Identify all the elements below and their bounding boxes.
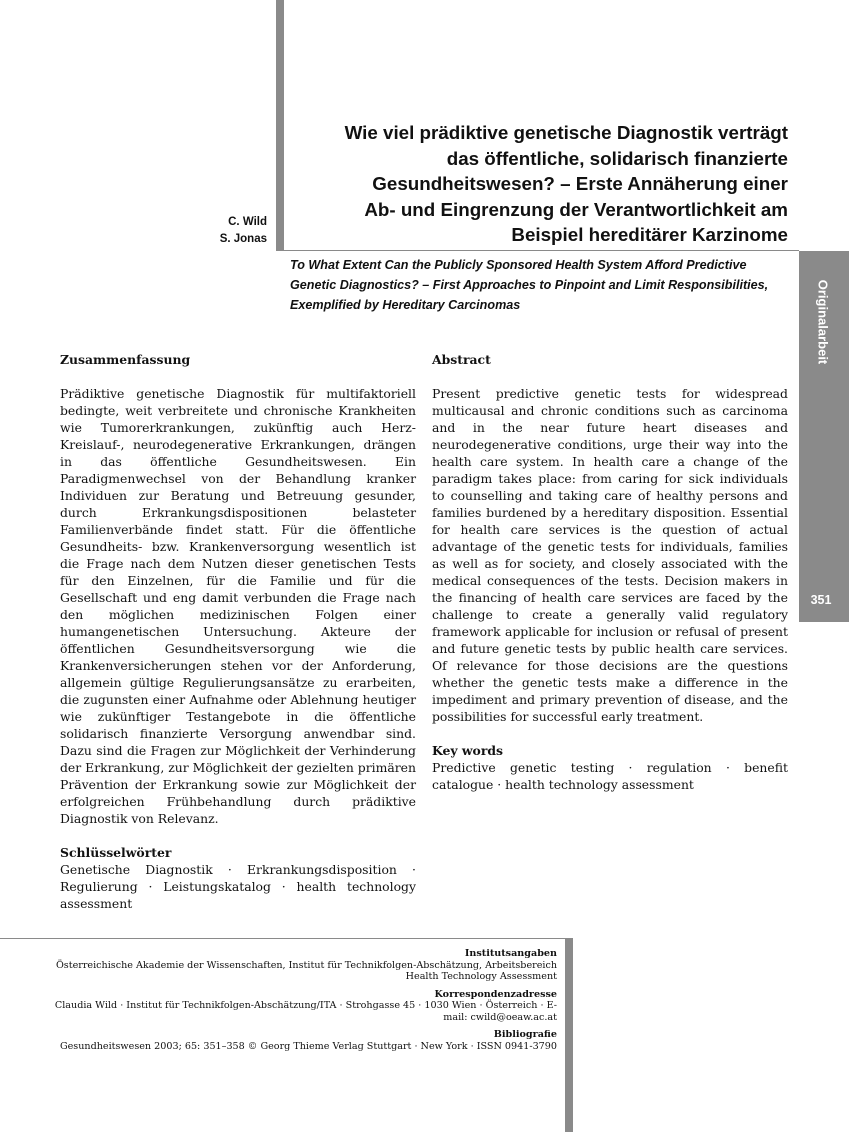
bibliography-text: Gesundheitswesen 2003; 65: 351–358 © Georg Thieme Verlag Stuttgart · New York · ISSN 0941-3790 (59, 1040, 557, 1052)
article-type-label: Originalarbeit (815, 279, 831, 365)
zusammenfassung-text: Prädiktive genetische Diagnostik für multifaktoriell bedingte, weit verbreitete und chronische Krankheiten wie Tumorerkrankungen, zukünftig auch Herz-Kreislauf-, neurodegenerative Erkrankungen, drängen in das öffentliche Gesundheitswesen. Ein Paradigmenwechsel von der Behandlung kranker Individuen zur Beratung und Betreuung gesunder, durch Erkrankungsdispositionen belasteter Familienverbände findet statt. Für die öffentliche Gesundheits- bzw. Krankenversorgung wesentlich ist die Frage nach dem Nutzen dieser genetischen Tests für den Einzelnen, für die Familie und für die Gesellschaft und eng damit verbunden die Frage nach den möglichen medizinischen Folgen einer humangenetischen Untersuchung. Akteure der öffentlichen Gesundheitsversorgung wie die Krankenversicherungen stehen vor der Anforderung, allgemein gültige Regulierungsansätze zu erarbeiten, die zugunsten einer Aufnahme oder Ablehnung heutiger wie zukünftiger Testangebote in die öffentliche solidarisch finanzierte Versorgung anwendbar sind. Dazu sind die Fragen zur Möglichkeit der Verhinderung der Erkrankung, zur Möglichkeit der gezielten primären Prävention der Erkrankung sowie zur Möglichkeit der erfolgreichen Frühbehandlung durch prädiktive Diagnostik von Relevanz. (60, 386, 416, 826)
abstract-heading: Abstract (432, 352, 491, 367)
title-line: Genetic Diagnostics? – First Approaches to Pinpoint and Limit Responsibilities, (290, 278, 769, 292)
footer-vertical-rule (565, 938, 573, 1132)
keywords-heading-en: Key words (432, 743, 503, 758)
bibliography-heading: Bibliografie (493, 1029, 557, 1040)
abstract-text: Present predictive genetic tests for widespread multicausal and chronic conditions such as carcinoma and in the near future heart diseases and neurodegenerative conditions, urge their way into the health care system. In health care a change of the paradigm takes place: from caring for sick individuals to counselling and taking care of healthy persons and families burdened by a hereditary disposition. Essential for health care services is the question of actual advantage of the genetic tests for individuals, families as well as for society, and closely associated with the medical consequences of the tests. Decision makers in the financing of health care services are faced by the challenge to create a generally valid regulatory framework applicable for inclusion or refusal of present and future genetic tests by public health care services. Of relevance for those decisions are the questions whether the genetic tests make a difference in the impediment and primary prevention of disease, and the possibilities for successful early treatment. (432, 386, 788, 724)
title-line: Ab- und Eingrenzung der Verantwortlichkeit am (364, 198, 788, 220)
page-number: 351 (810, 593, 832, 607)
header-vertical-rule (276, 0, 284, 251)
article-info-box (40, 948, 557, 1058)
author-name: S. Jonas (219, 233, 267, 245)
abstract-column (432, 351, 788, 793)
title-line: Gesundheitswesen? – Erste Annäherung einer (372, 173, 788, 194)
correspondence-text: Claudia Wild · Institut für Technikfolgen-Abschätzung/ITA · Strohgasse 45 · 1030 Wien · Österreich · E-mail: cwild@oeaw.ac.at (54, 1000, 557, 1023)
institution-heading: Institutsangaben (464, 948, 557, 959)
author-name: C. Wild (228, 216, 267, 228)
article-title-german (300, 120, 788, 248)
title-divider (276, 250, 799, 251)
title-line: das öffentliche, solidarisch finanzierte (446, 147, 788, 169)
keywords-heading-de: Schlüsselwörter (60, 845, 172, 860)
keywords-de: Genetische Diagnostik · Erkrankungsdisposition · Regulierung · Leistungskatalog · health technology assessment (60, 862, 416, 911)
title-line: Beispiel hereditärer Karzinome (511, 224, 788, 245)
keywords-en: Predictive genetic testing · regulation · benefit catalogue · health technology assessment (432, 760, 788, 792)
title-line: Wie viel prädiktive genetische Diagnostik verträgt (344, 122, 788, 143)
footer-divider (0, 938, 573, 939)
correspondence-heading: Korrespondenzadresse (434, 988, 557, 1000)
zusammenfassung-heading: Zusammenfassung (60, 352, 191, 367)
title-line: Exemplified by Hereditary Carcinomas (290, 298, 521, 312)
institution-text: Österreichische Akademie der Wissenschaften, Institut für Technikfolgen-Abschätzung, Arbeitsbereich Health Technology Assessment (55, 959, 557, 982)
author-list (150, 214, 267, 248)
title-line: To What Extent Can the Publicly Sponsored Health System Afford Predictive (290, 258, 747, 272)
article-title-english (290, 255, 790, 315)
zusammenfassung-column (60, 351, 416, 912)
